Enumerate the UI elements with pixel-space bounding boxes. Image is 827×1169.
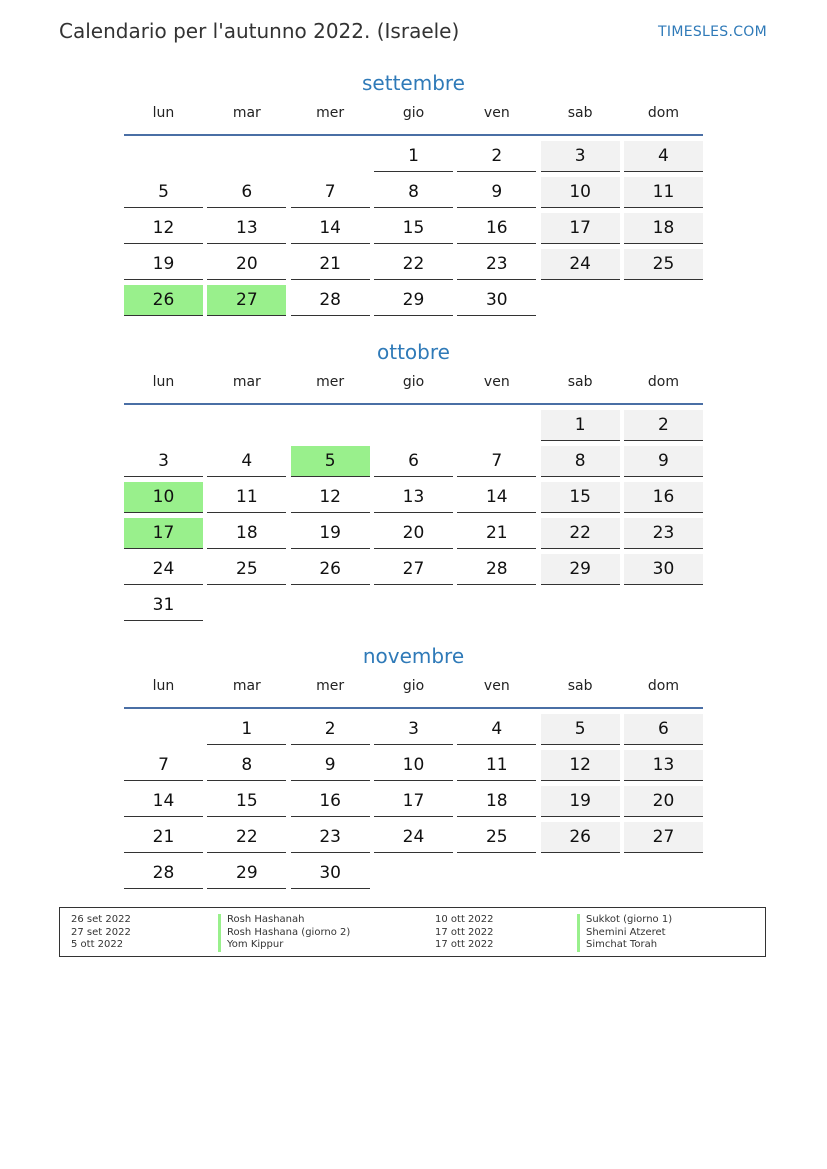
weekday-label: mer	[316, 374, 345, 390]
day-cell: 10	[541, 177, 620, 208]
day-cell: 5	[541, 714, 620, 745]
day-cell: 4	[624, 141, 703, 172]
day-cell: 30	[291, 858, 370, 889]
legend-date: 10 ott 2022	[435, 914, 494, 925]
legend-names-right	[577, 914, 672, 952]
day-grid	[124, 410, 703, 626]
day-cell: 27	[624, 822, 703, 853]
day-cell: 16	[291, 786, 370, 817]
day-cell: 26	[291, 554, 370, 585]
day-cell: 10	[124, 482, 203, 513]
weekday-label: lun	[152, 105, 175, 121]
month-september	[124, 68, 703, 321]
day-cell: 3	[541, 141, 620, 172]
day-cell: 15	[374, 213, 453, 244]
legend-date: 17 ott 2022	[435, 939, 494, 950]
day-cell: 26	[541, 822, 620, 853]
day-cell: 5	[124, 177, 203, 208]
day-cell: 7	[291, 177, 370, 208]
day-cell: 24	[541, 249, 620, 280]
weekday-label: lun	[152, 678, 175, 694]
day-cell: 27	[207, 285, 286, 316]
day-cell: 9	[457, 177, 536, 208]
day-cell: 2	[291, 714, 370, 745]
day-cell: 22	[207, 822, 286, 853]
day-grid	[124, 141, 703, 321]
legend-date: 5 ott 2022	[71, 939, 124, 950]
day-cell: 26	[124, 285, 203, 316]
weekday-label: dom	[647, 374, 680, 390]
legend-dates-left	[71, 914, 131, 952]
day-cell: 14	[291, 213, 370, 244]
weekday-label: mar	[232, 678, 261, 694]
legend-holiday-name: Yom Kippur	[218, 939, 350, 952]
day-cell: 14	[457, 482, 536, 513]
day-cell: 31	[124, 590, 203, 621]
legend-holiday-name: Shemini Atzeret	[577, 927, 672, 940]
day-cell: 7	[457, 446, 536, 477]
day-cell: 21	[124, 822, 203, 853]
month-october	[124, 337, 703, 626]
day-cell: 20	[624, 786, 703, 817]
day-cell: 28	[291, 285, 370, 316]
day-cell: 18	[207, 518, 286, 549]
day-cell: 15	[207, 786, 286, 817]
legend-names-left	[218, 914, 350, 952]
legend-holiday-name: Rosh Hashana (giorno 2)	[218, 927, 350, 940]
day-cell: 15	[541, 482, 620, 513]
day-cell: 8	[374, 177, 453, 208]
day-cell: 1	[207, 714, 286, 745]
page-title: Calendario per l'autunno 2022. (Israele)	[59, 19, 460, 43]
weekday-label: dom	[647, 105, 680, 121]
weekday-label: sab	[567, 374, 593, 390]
day-cell: 13	[207, 213, 286, 244]
day-cell: 17	[124, 518, 203, 549]
legend-holiday-name: Sukkot (giorno 1)	[577, 914, 672, 927]
month-november	[124, 641, 703, 894]
day-cell: 14	[124, 786, 203, 817]
day-cell: 3	[374, 714, 453, 745]
weekday-label: lun	[152, 374, 175, 390]
weekday-label: ven	[483, 374, 510, 390]
day-cell: 6	[207, 177, 286, 208]
empty-cell	[291, 410, 370, 441]
day-cell: 25	[207, 554, 286, 585]
day-cell: 6	[374, 446, 453, 477]
day-cell: 19	[124, 249, 203, 280]
empty-cell	[124, 141, 203, 172]
day-cell: 23	[291, 822, 370, 853]
day-cell: 18	[624, 213, 703, 244]
day-cell: 11	[207, 482, 286, 513]
empty-cell	[457, 410, 536, 441]
day-cell: 6	[624, 714, 703, 745]
day-cell: 24	[124, 554, 203, 585]
day-cell: 12	[541, 750, 620, 781]
day-cell: 20	[374, 518, 453, 549]
day-cell: 18	[457, 786, 536, 817]
day-cell: 4	[207, 446, 286, 477]
weekday-header	[124, 373, 703, 403]
day-cell: 11	[457, 750, 536, 781]
brand-link[interactable]: TIMESLES.COM	[658, 24, 767, 40]
weekday-header	[124, 677, 703, 707]
day-cell: 21	[291, 249, 370, 280]
month-name: settembre	[362, 71, 465, 95]
weekday-label: sab	[567, 678, 593, 694]
empty-cell	[124, 714, 203, 745]
weekday-label: mar	[232, 374, 261, 390]
day-cell: 24	[374, 822, 453, 853]
legend-date: 27 set 2022	[71, 926, 131, 938]
weekday-label: gio	[402, 374, 425, 390]
day-cell: 23	[457, 249, 536, 280]
empty-cell	[207, 410, 286, 441]
day-cell: 4	[457, 714, 536, 745]
day-cell: 16	[457, 213, 536, 244]
weekday-label: ven	[483, 105, 510, 121]
day-cell: 27	[374, 554, 453, 585]
day-cell: 19	[291, 518, 370, 549]
legend-holiday-name: Rosh Hashanah	[218, 914, 350, 927]
day-cell: 13	[374, 482, 453, 513]
empty-cell	[374, 410, 453, 441]
day-cell: 3	[124, 446, 203, 477]
month-name: novembre	[362, 644, 465, 668]
weekday-label: ven	[483, 678, 510, 694]
day-cell: 28	[457, 554, 536, 585]
day-cell: 5	[291, 446, 370, 477]
empty-cell	[291, 141, 370, 172]
weekday-label: sab	[567, 105, 593, 121]
holiday-legend	[59, 907, 766, 957]
header-divider	[124, 134, 703, 136]
weekday-label: mar	[232, 105, 261, 121]
day-cell: 9	[291, 750, 370, 781]
day-cell: 17	[541, 213, 620, 244]
day-cell: 12	[291, 482, 370, 513]
header-divider	[124, 403, 703, 405]
header-divider	[124, 707, 703, 709]
legend-dates-right	[435, 914, 494, 952]
day-cell: 25	[457, 822, 536, 853]
weekday-header	[124, 104, 703, 134]
day-cell: 7	[124, 750, 203, 781]
day-cell: 10	[374, 750, 453, 781]
day-cell: 17	[374, 786, 453, 817]
day-cell: 12	[124, 213, 203, 244]
day-cell: 13	[624, 750, 703, 781]
day-grid	[124, 714, 703, 894]
day-cell: 20	[207, 249, 286, 280]
day-cell: 25	[624, 249, 703, 280]
day-cell: 2	[624, 410, 703, 441]
day-cell: 16	[624, 482, 703, 513]
weekday-label: mer	[316, 105, 345, 121]
day-cell: 11	[624, 177, 703, 208]
day-cell: 2	[457, 141, 536, 172]
day-cell: 22	[541, 518, 620, 549]
weekday-label: mer	[316, 678, 345, 694]
day-cell: 19	[541, 786, 620, 817]
legend-holiday-name: Simchat Torah	[577, 939, 672, 952]
day-cell: 8	[207, 750, 286, 781]
weekday-label: gio	[402, 678, 425, 694]
legend-date: 17 ott 2022	[435, 926, 494, 938]
month-name: ottobre	[377, 340, 450, 364]
weekday-label: gio	[402, 105, 425, 121]
empty-cell	[124, 410, 203, 441]
weekday-label: dom	[647, 678, 680, 694]
day-cell: 8	[541, 446, 620, 477]
day-cell: 22	[374, 249, 453, 280]
day-cell: 30	[624, 554, 703, 585]
day-cell: 1	[541, 410, 620, 441]
day-cell: 29	[207, 858, 286, 889]
day-cell: 1	[374, 141, 453, 172]
day-cell: 23	[624, 518, 703, 549]
day-cell: 30	[457, 285, 536, 316]
day-cell: 29	[541, 554, 620, 585]
day-cell: 28	[124, 858, 203, 889]
empty-cell	[207, 141, 286, 172]
day-cell: 29	[374, 285, 453, 316]
day-cell: 9	[624, 446, 703, 477]
day-cell: 21	[457, 518, 536, 549]
legend-date: 26 set 2022	[71, 914, 131, 925]
